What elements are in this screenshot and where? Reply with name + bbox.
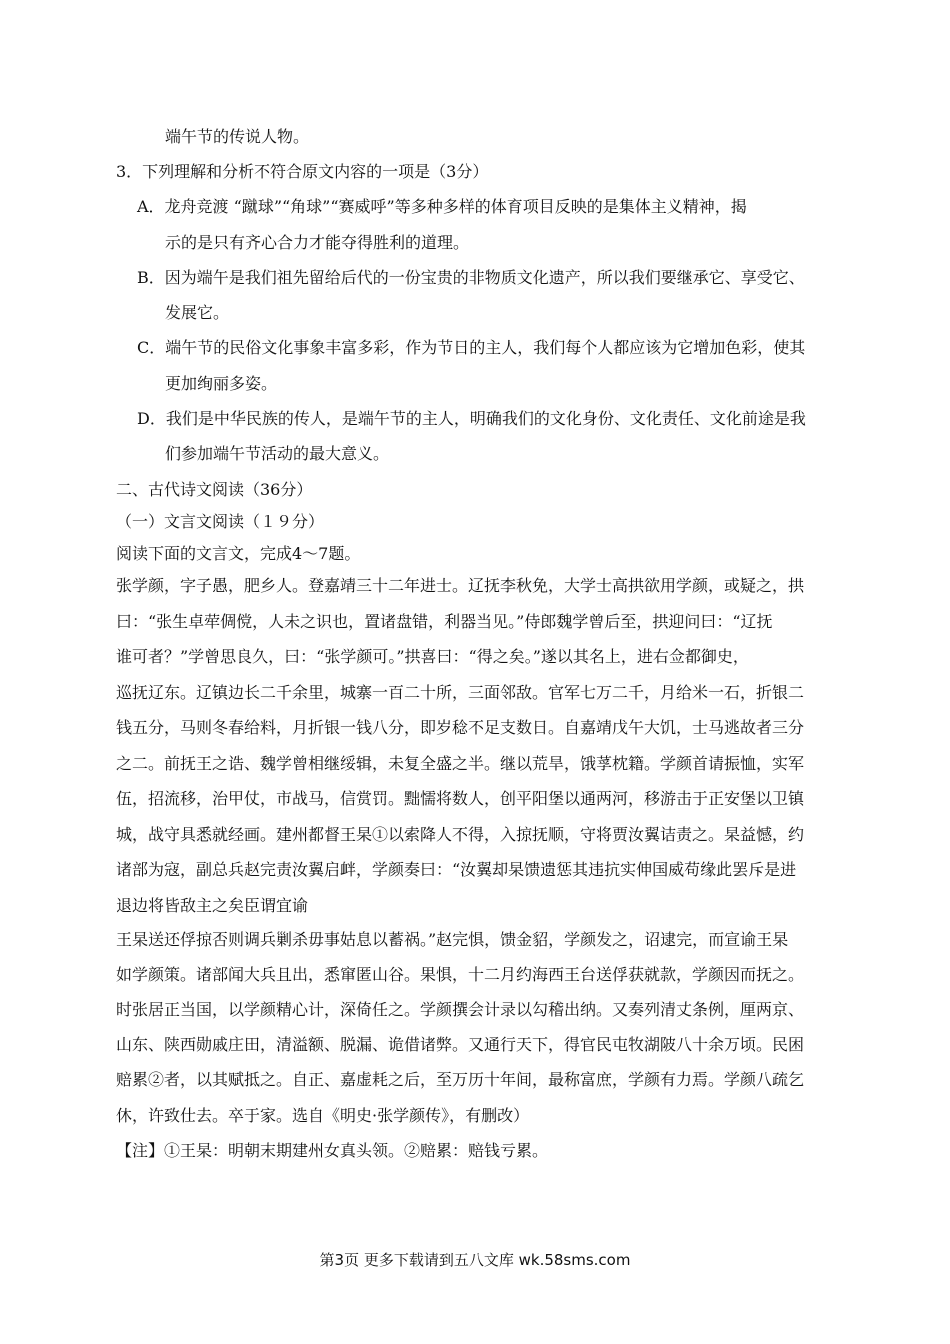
passage-line: 时张居正当国，以学颜精心计，深倚任之。学颜撰会计录以勾稽出纳。又奏列清丈条例，厘两京、 [116, 1000, 805, 1019]
passage-line: 伍，招流移，治甲仗，市战马，信赏罚。黜懦将数人，创平阳堡以通两河，移游击于正安堡以卫镇 [116, 789, 805, 808]
section2-instruction: 阅读下面的文言文，完成4～7题。 [116, 544, 361, 563]
passage-line: 王杲送还俘掠否则调兵剿杀毋事姑息以蓄祸。”赵完惧，馈金貂，学颜发之，诏逮完，而宣谕王杲 [116, 930, 789, 949]
passage-line: 巡抚辽东。辽镇边长二千余里，城寨一百二十所，三面邻敌。官军七万二千，月给米一石，折银二 [116, 683, 805, 702]
passage-line: 退边将皆敌主之矣臣谓宜谕 [116, 896, 309, 915]
option-a-line1: A．龙舟竞渡 “蹴球”“角球”“赛威呼”等多种多样的体育项目反映的是集体主义精神，揭 [137, 197, 747, 216]
passage-line: 如学颜策。诸部闻大兵且出，悉窜匿山谷。果惧，十二月约海西王台送俘获就款，学颜因而抚之。 [116, 965, 805, 984]
passage-line: 张学颜，字子愚，肥乡人。登嘉靖三十二年进士。辽抚李秋免，大学士高拱欲用学颜，或疑之，拱 [116, 576, 805, 595]
option-a-line2: 示的是只有齐心合力才能夺得胜利的道理。 [165, 233, 470, 252]
passage-line: 谁可者？”学曾思良久，曰：“张学颜可。”拱喜曰：“得之矣。”遂以其名上，进右佥都御史， [116, 647, 749, 666]
passage-line: 曰：“张生卓荦倜傥，人未之识也，置诸盘错，利器当见。”侍郎魏学曾后至，拱迎问曰：“辽抚 [116, 612, 773, 631]
section2-subheading: （一）文言文阅读（１９分） [116, 512, 325, 531]
question3-stem: 3．下列理解和分析不符合原文内容的一项是（3分） [116, 162, 489, 181]
annotation-note: 【注】①王杲：明朝末期建州女真头领。②赔累：赔钱亏累。 [116, 1141, 549, 1160]
passage-line: 钱五分，马则冬春给料，月折银一钱八分，即岁稔不足支数日。自嘉靖戊午大饥，士马逃故者三分 [116, 718, 805, 737]
passage-line: 诸部为寇，副总兵赵完责汝翼启衅，学颜奏曰：“汝翼却杲馈遗惩其违抗实伸国威苟缘此罢斥是进 [116, 860, 797, 879]
option-d-line1: D．我们是中华民族的传人，是端午节的主人，明确我们的文化身份、文化责任、文化前途是我 [137, 409, 806, 428]
option-c-line1: C．端午节的民俗文化事象丰富多彩，作为节日的主人，我们每个人都应该为它增加色彩，使其 [137, 338, 806, 357]
passage-line: 之二。前抚王之诰、魏学曾相继绥辑，未复全盛之半。继以荒旱，饿莩枕籍。学颜首请振恤，实军 [116, 754, 805, 773]
page-footer: 第3页 更多下载请到五八文库 wk.58sms.com [319, 1251, 631, 1269]
passage-line: 山东、陕西勋戚庄田，清溢额、脱漏、诡借诸弊。又通行天下，得官民屯牧湖陂八十余万顷。民困 [116, 1035, 805, 1054]
option-c-line2: 更加绚丽多姿。 [165, 374, 278, 393]
question2-tail: 端午节的传说人物。 [165, 127, 310, 146]
passage-line: 赔累②者，以其赋抵之。自正、嘉虚耗之后，至万历十年间，最称富庶，学颜有力焉。学颜八疏乞 [116, 1070, 805, 1089]
passage-line: 休，许致仕去。卒于家。选自《明史·张学颜传》，有删改） [116, 1106, 530, 1125]
option-b-line1: B．因为端午是我们祖先留给后代的一份宝贵的非物质文化遗产，所以我们要继承它、享受它、 [137, 268, 805, 287]
passage-line: 城，战守具悉就经画。建州都督王杲①以索降人不得，入掠抚顺，守将贾汝翼诘责之。杲益憾，约 [116, 825, 805, 844]
section2-heading: 二、古代诗文阅读（36分） [116, 480, 313, 499]
option-b-line2: 发展它。 [165, 303, 230, 322]
option-d-line2: 们参加端午节活动的最大意义。 [165, 444, 390, 463]
